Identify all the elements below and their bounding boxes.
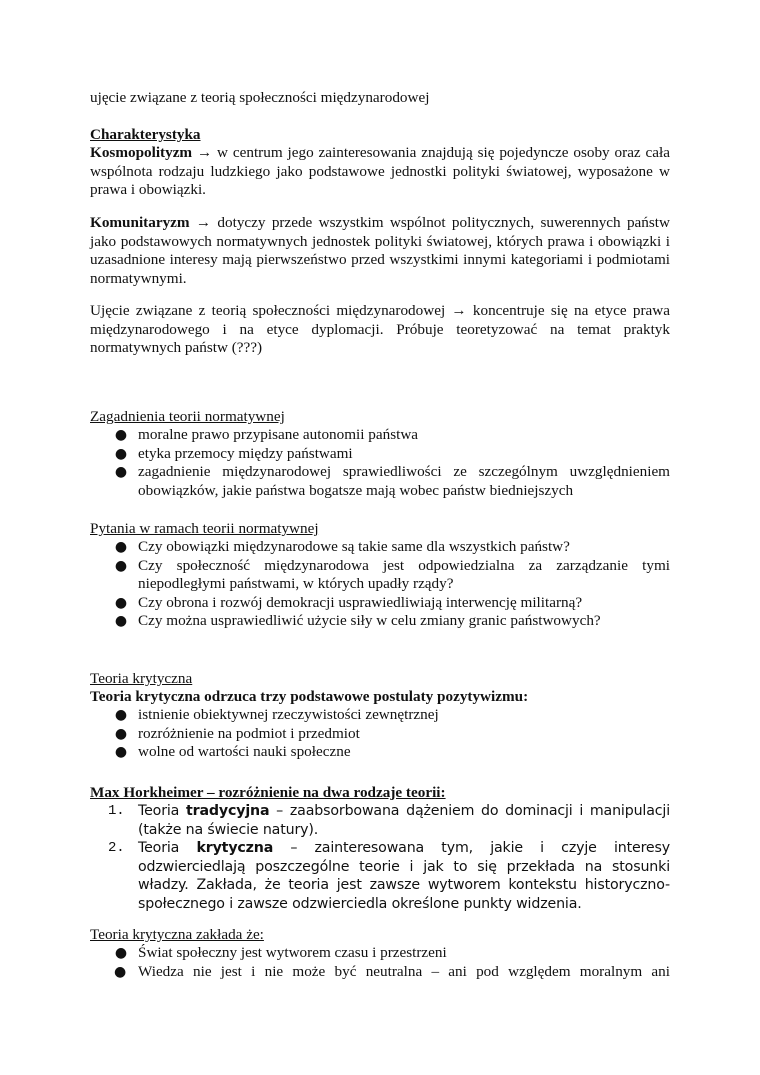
bullet-icon: ● [114,445,128,462]
bullet-icon: ● [114,963,127,980]
bullet-icon: ● [114,427,128,443]
section-heading-pytania: Pytania w ramach teorii normatywnej [90,520,319,537]
bullet-icon: ● [114,707,128,723]
komunitaryzm-term: Komunitaryzm [90,214,190,231]
list-item: ● Czy obrona i rozwój demokracji usprawiedliwiają interwencję militarną? [114,593,583,611]
bullet-icon: ● [114,945,128,961]
bullet-icon: ● [114,539,128,555]
list-item: ● Czy można usprawiedliwić użycie siły w celu zmiany granic państwowych? [114,612,601,630]
horkheimer-term: tradycyjna [185,803,270,819]
list-item: ● etyka przemocy między państwami [114,444,353,462]
komunitaryzm-text: → dotyczy przede wszystkim wspólnot politycznych, suwerennych państw jako podstawowych normatywnych jednostek polityki światowej, których prawa i obowiązki i uzasadnione interesy mają pierwszeństwo przed wszystkimi innymi kategoriami i podmiotami normatywnymi. [90,214,670,287]
list-item: ● rozróżnienie na podmiot i przedmiot [114,724,360,742]
zagadnienia-list [90,426,670,500]
bullet-icon: ● [114,725,128,742]
bullet-icon: ● [114,464,128,481]
bullet-icon: ● [114,613,128,630]
list-number: 2. [108,840,125,857]
kosmopolityzm-term: Kosmopolityzm [90,144,193,161]
list-item: ● istnienie obiektywnej rzeczywistości zewnętrznej [114,706,439,723]
section-heading-zagadnienia: Zagadnienia teorii normatywnej [90,408,285,425]
list-item: ● wolne od wartości nauki społeczne [114,743,351,761]
section-heading-charakterystyka: Charakterystyka [90,126,201,143]
zaklada-list [90,944,670,981]
list-item: ● Wiedza nie jest i nie może być neutralna – ani pod względem moralnym ani [114,962,670,980]
ujecie-paragraph: Ujęcie związane z teorią społeczności międzynarodowej → koncentruje się na etyce prawa międzynarodowego i na etyce dyplomacji. Próbuje teoretyzować na temat praktyk normatywnych państw (???) [90,302,670,357]
list-item: ● moralne prawo przypisane autonomii państwa [114,426,419,443]
section-heading-zaklada: Teoria krytyczna zakłada że: [90,926,264,943]
intro-line: ujęcie związane z teorią społeczności międzynarodowej [90,89,430,106]
list-item: 2. Teoria krytyczna – zainteresowana tym, jakie i czyje interesy odzwierciedlają poszczególne teorie i jak to się przekłada na stosunki władzy. Zakłada, że teoria jest zawsze wytworem kontekstu historyczno-społecznego i zawsze odzwierciedla określone punkty widzenia. [108,840,671,912]
pytania-list [90,538,670,631]
horkheimer-list [90,802,670,914]
section-heading-horkheimer: Max Horkheimer – rozróżnienie na dwa rodzaje teorii: [90,784,446,801]
bullet-icon: ● [114,557,128,574]
teoria-krytyczna-subheading: Teoria krytyczna odrzuca trzy podstawowe postulaty pozytywizmu: [90,688,529,705]
list-item: ● Świat społeczny jest wytworem czasu i przestrzeni [114,944,447,961]
kosmopolityzm-paragraph [90,144,670,200]
list-item: 1. Teoria tradycyjna – zaabsorbowana dążeniem do dominacji i manipulacji (także na świecie natury). [108,803,670,838]
bullet-icon: ● [114,744,128,761]
bullet-icon: ● [114,594,128,611]
list-number: 1. [108,803,125,819]
list-item: ● Czy społeczność międzynarodowa jest odpowiedzialna za zarządzanie tymi niepodległymi państwami, w których upadły rządy? [114,556,670,593]
list-item: ● zagadnienie międzynarodowej sprawiedliwości ze szczególnym uwzględnieniem obowiązków, jakie państwa bogatsze mają wobec państw biedniejszych [114,463,670,499]
komunitaryzm-paragraph [90,214,670,288]
section-heading-teoria-krytyczna: Teoria krytyczna [90,670,193,687]
postulaty-list [90,706,670,762]
kosmopolityzm-text: → w centrum jego zainteresowania znajdują się pojedyncze osoby oraz cała wspólnota rodzaju ludzkiego jako podstawowe jednostki polityki światowej, wyposażone w prawa i obowiązki. [90,144,670,199]
list-item: ● Czy obowiązki międzynarodowe są takie same dla wszystkich państw? [114,538,570,555]
horkheimer-term: krytyczna [196,840,274,857]
